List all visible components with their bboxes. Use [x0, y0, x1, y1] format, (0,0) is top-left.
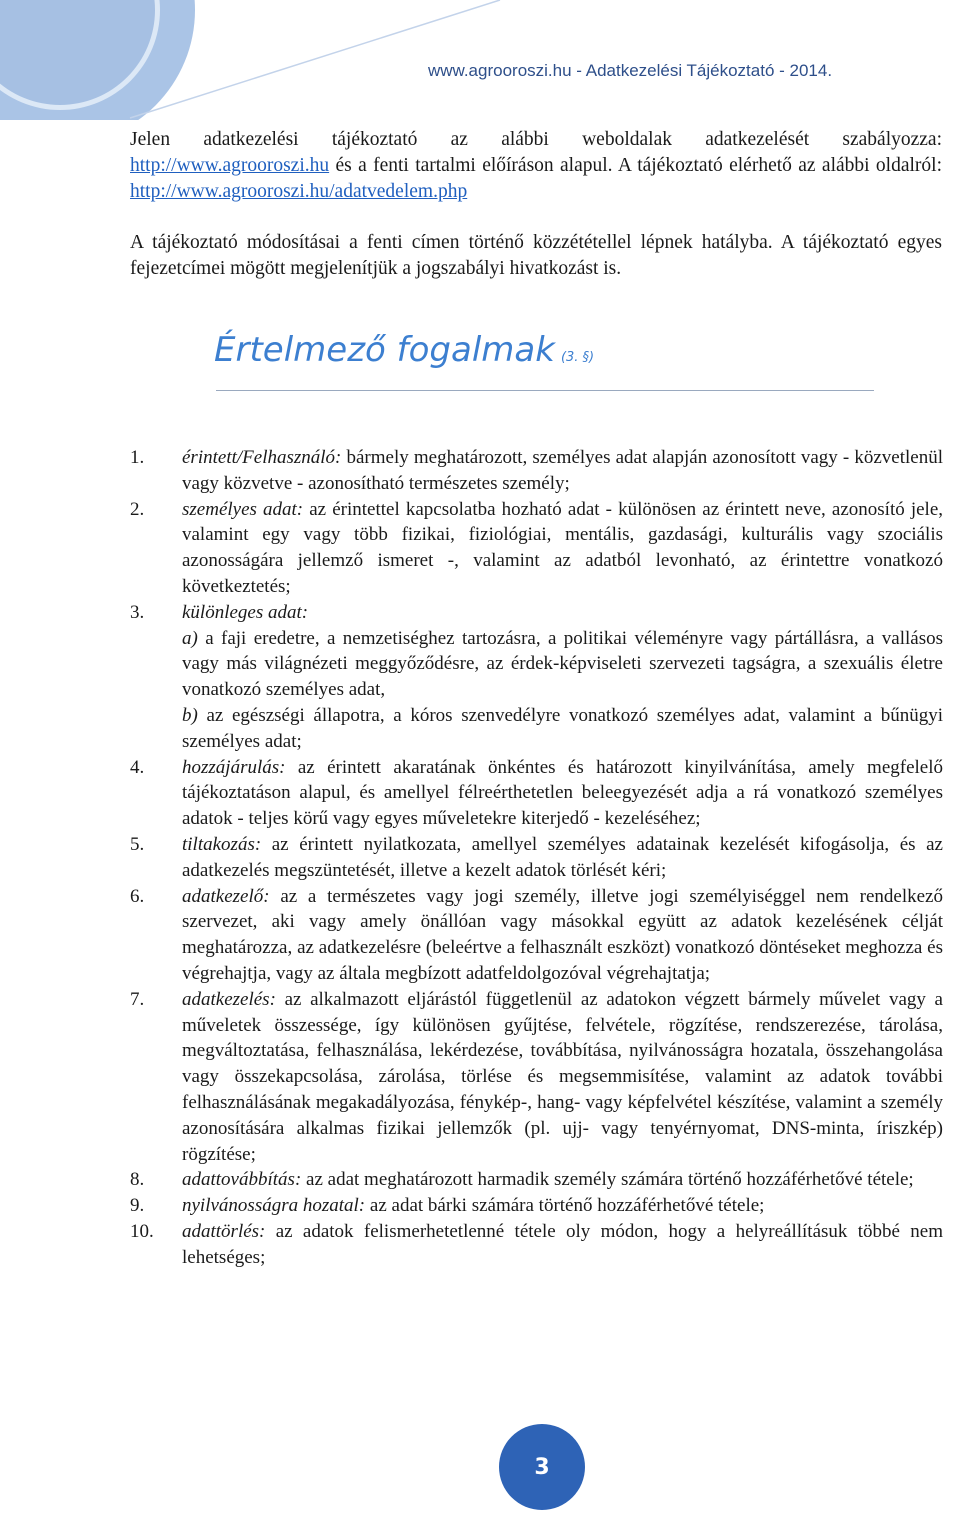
definition-body [182, 600, 943, 755]
definition-term: személyes adat: [182, 498, 304, 520]
definition-subitem [182, 626, 943, 703]
definition-body [182, 755, 943, 832]
definition-number: 5. [130, 833, 145, 855]
definition-body [182, 1167, 943, 1193]
definition-term: tiltakozás: [182, 833, 262, 855]
definition-term: érintett/Felhasználó: [182, 447, 342, 468]
definition-item [130, 1193, 943, 1219]
definition-item [130, 987, 943, 1168]
definition-text: az érintettel kapcsolatba hozható adat - különösen az érintett neve, azonosító jele, valamint egy vagy több fizikai, fiziológiai, mentális, gazdasági, kulturális vagy szociális azonosságára jellemző ismeret -, valamint az adatból levonható, az érintettre vonatkozó következtetés; [182, 498, 944, 597]
subitem-text: a faji eredetre, a nemzetiséghez tartozásra, a politikai véleményre vagy pártállásra, a vallásos vagy más világnézeti meggyőződésre, az érdek-képviseleti szervezeti tagságra, a szexuális életre vonatkozó személyes adat, [182, 627, 943, 701]
definition-term: adattörlés: [182, 1220, 266, 1242]
definition-text: az érintett nyilatkozata, amellyel személyes adatainak kezelését kifogásolja, és az adatkezelés megszüntetését, illetve a kezelt adatok törlését kéri; [182, 833, 943, 881]
definition-number: 2. [130, 498, 145, 520]
header-url-title: www.agrooroszi.hu - Adatkezelési Tájékoztató - 2014. [427, 61, 833, 80]
definition-term: adatkezelő: [182, 885, 270, 907]
definition-item [130, 445, 943, 497]
definition-text: az a természetes vagy jogi személy, illetve jogi személyiséggel nem rendelkező szervezet, aki vagy amely önállóan vagy másokkal együtt az adatok kezelésének célját meghatározza, az adatkezelésre (beleértve a felhasznált eszközt) vonatkozó döntéseket meghozza és végrehajtja, vagy az általa megbízott adatfeldolgozóval végrehajtatja; [182, 885, 943, 984]
definition-term: adatkezelés: [182, 988, 276, 1010]
privacy-page-link[interactable]: http://www.agrooroszi.hu/adatvedelem.php [130, 181, 468, 202]
definition-body [182, 884, 943, 987]
website-link[interactable]: http://www.agrooroszi.hu [130, 155, 330, 176]
definition-item [130, 497, 943, 600]
definition-number: 3. [130, 601, 145, 623]
section-law-reference: (3. §) [560, 350, 595, 365]
definition-number: 7. [130, 988, 145, 1010]
definition-text: bármely meghatározott, személyes adat alapján azonosított vagy - közvetlenül vagy közvetve - azonosítható természetes személy; [182, 447, 943, 494]
intro-section [130, 127, 942, 282]
intro-text-1: Jelen adatkezelési tájékoztató az alábbi weboldalak adatkezelését szabályozza: [130, 129, 942, 150]
intro-paragraph-1 [130, 127, 942, 205]
definition-subitem [182, 703, 943, 755]
subitem-letter: b) [182, 704, 198, 726]
definition-item [130, 832, 943, 884]
section-title-text: Értelmező fogalmak [214, 330, 555, 370]
section-title [214, 330, 594, 370]
definition-body [182, 445, 943, 497]
definitions-list [130, 445, 943, 1271]
definition-term: nyilvánosságra hozatal: [182, 1195, 366, 1217]
decorative-circles [0, 0, 520, 120]
intro-paragraph-2: A tájékoztató módosításai a fenti címen történő közzététellel lépnek hatályba. A tájékoztató egyes fejezetcímei mögött megjelenítjük a jogszabályi hivatkozást is. [130, 232, 942, 279]
subitem-text: az egészségi állapotra, a kóros szenvedélyre vonatkozó személyes adat, valamint a bűnügyi személyes adat; [182, 704, 943, 752]
definition-text: az adat bárki számára történő hozzáférhetővé tétele; [365, 1195, 765, 1217]
definition-body [182, 497, 943, 600]
definition-number: 4. [130, 756, 145, 778]
intro-text-2: és a fenti tartalmi előíráson alapul. A tájékoztató elérhető az alábbi oldalról: [329, 155, 942, 176]
definition-term: különleges adat: [182, 601, 309, 623]
definition-term: adattovábbítás: [182, 1169, 302, 1191]
definition-number: 9. [130, 1195, 145, 1217]
definition-text: az alkalmazott eljárástól függetlenül az adatokon végzett bármely művelet vagy a műveletek összessége, így különösen gyűjtése, felvétele, rögzítése, rendszerezése, tárolása, megváltoztatása, felhasználása, lekérdezése, továbbítása, nyilvánosságra hozatala, összehangolása vagy összekapcsolása, zárolása, törlése és megsemmisítése, valamint az adatok további felhasználásának megakadályozása, fénykép-, hang- vagy képfelvétel készítése, valamint a személy azonosítására alkalmas fizikai jellemzők (pl. ujj- vagy tenyérnyomat, DNS-minta, íriszkép) rögzítése; [182, 988, 943, 1165]
subitem-letter: a) [182, 627, 198, 649]
definition-term: hozzájárulás: [182, 756, 286, 778]
definition-body [182, 987, 943, 1168]
definition-item [130, 1219, 943, 1271]
section-title-divider [216, 390, 874, 391]
definition-item [130, 755, 943, 832]
definition-body [182, 832, 943, 884]
definition-item [130, 1167, 943, 1193]
definition-text: az adat meghatározott harmadik személy számára történő hozzáférhetővé tétele; [301, 1169, 914, 1191]
definition-text: az adatok felismerhetetlenné tétele oly módon, hogy a helyreállításuk többé nem lehetséges; [182, 1220, 943, 1268]
definition-item [130, 884, 943, 987]
definition-number: 1. [130, 447, 145, 468]
page-number-badge: 3 [499, 1424, 585, 1510]
definition-body [182, 1193, 943, 1219]
definition-number: 10. [130, 1220, 154, 1242]
definition-number: 8. [130, 1169, 145, 1191]
definition-number: 6. [130, 885, 145, 907]
definition-item [130, 600, 943, 755]
definition-body [182, 1219, 943, 1271]
definition-text: az érintett akaratának önkéntes és határozott kinyilvánítása, amely megfelelő tájékoztatáson alapul, és amellyel félreérthetetlen beleegyezését adja a rá vonatkozó személyes adatok - teljes körű vagy egyes műveletekre kiterjedő - kezeléséhez; [182, 756, 943, 830]
